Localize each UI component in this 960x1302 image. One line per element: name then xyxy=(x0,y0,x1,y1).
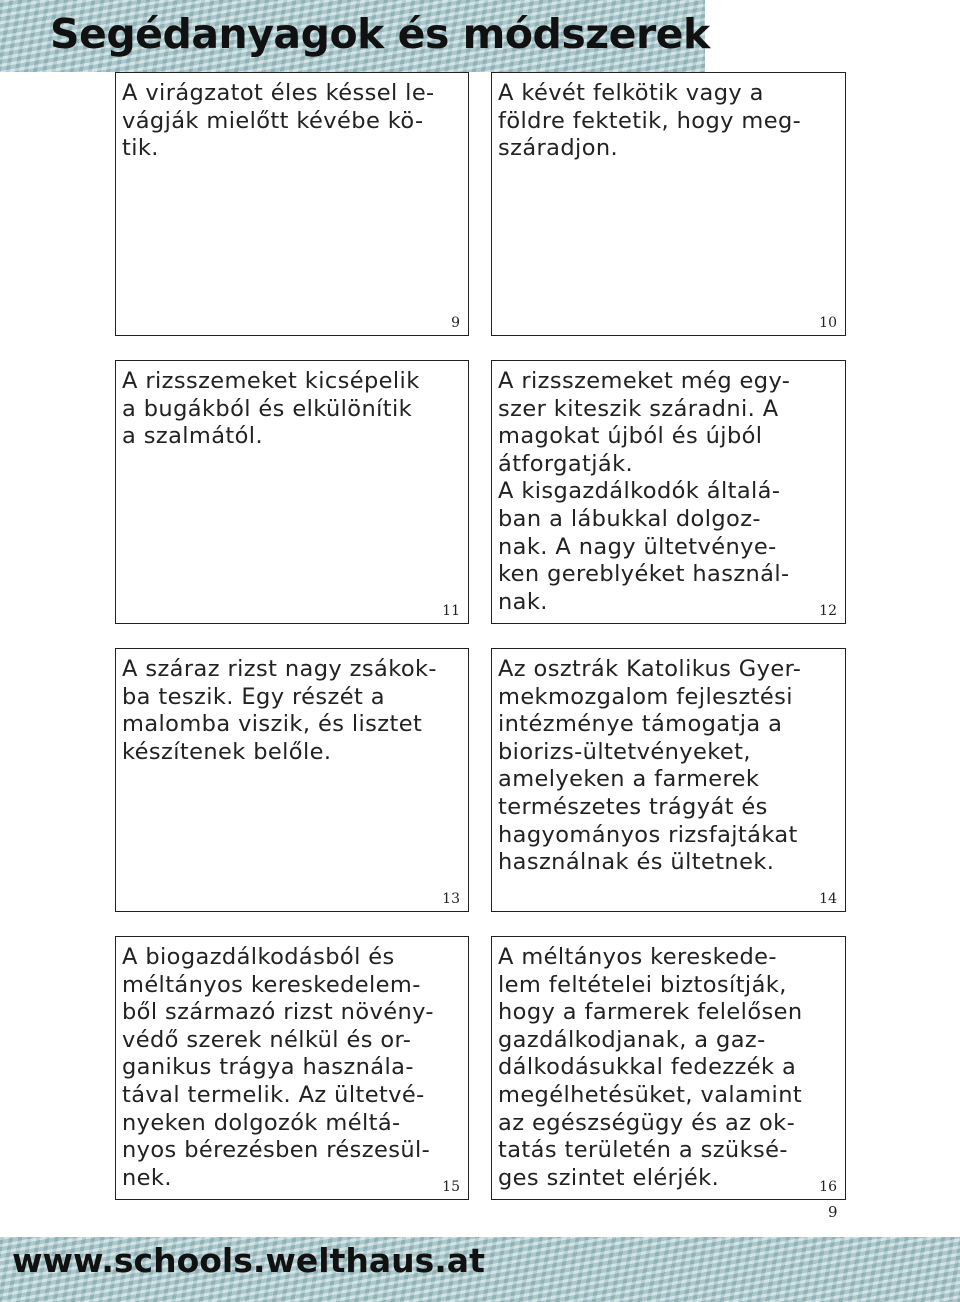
card-text: A rizsszemeket kicsépelik a bugákból és elkülönítik a szalmától. xyxy=(122,368,420,450)
page-title: Segédanyagok és módszerek xyxy=(50,10,710,58)
card-text: Az osztrák Katolikus Gyer- mekmozgalom fejlesztési intézménye támogatja a biorizs-ültetvényeket, amelyeken a farmerek természetes trágyát és hagyományos rizsfajtákat használnak és ültetnek. xyxy=(498,656,802,876)
card-number: 10 xyxy=(819,315,837,331)
card-9 xyxy=(115,72,469,336)
card-text: A száraz rizst nagy zsákok- ba teszik. Egy részét a malomba viszik, és lisztet készítenek belőle. xyxy=(122,656,437,765)
card-14 xyxy=(491,648,846,912)
card-text: A méltányos kereskede- lem feltételei biztosítják, hogy a farmerek felelősen gazdálkodjanak, a gaz- dálkodásukkal fedezzék a megélhetésüket, valamint az egészségügy és az ok- tatás területén a szüksé- ges szintet elérjék. xyxy=(498,944,803,1191)
card-number: 9 xyxy=(451,315,460,331)
card-number: 16 xyxy=(819,1179,837,1195)
card-text: A virágzatot éles késsel le- vágják mielőtt kévébe kö- tik. xyxy=(122,80,435,162)
card-10 xyxy=(491,72,846,336)
footer-url: www.schools.welthaus.at xyxy=(12,1241,485,1280)
card-11 xyxy=(115,360,469,624)
card-text: A rizsszemeket még egy- szer kiteszik száradni. A magokat újból és újból átforgatják. A kisgazdálkodók általá- ban a lábukkal dolgoz- nak. A nagy ültetvénye- ken gereblyéket használ- nak. xyxy=(498,368,791,615)
card-number: 13 xyxy=(442,891,460,907)
card-15 xyxy=(115,936,469,1200)
card-number: 15 xyxy=(442,1179,460,1195)
card-16 xyxy=(491,936,846,1200)
page-number: 9 xyxy=(828,1203,838,1221)
card-text: A biogazdálkodásból és méltányos kereskedelem- ből származó rizst növény- védő szerek nélkül és or- ganikus trágya használa- tával termelik. Az ültetvé- nyeken dolgozók méltá- nyos bérezésben részesül- nek. xyxy=(122,944,434,1191)
card-number: 11 xyxy=(442,603,460,619)
card-12 xyxy=(491,360,846,624)
card-number: 12 xyxy=(819,603,837,619)
card-text: A kévét felkötik vagy a földre fektetik, hogy meg- száradjon. xyxy=(498,80,802,162)
card-13 xyxy=(115,648,469,912)
card-number: 14 xyxy=(819,891,837,907)
